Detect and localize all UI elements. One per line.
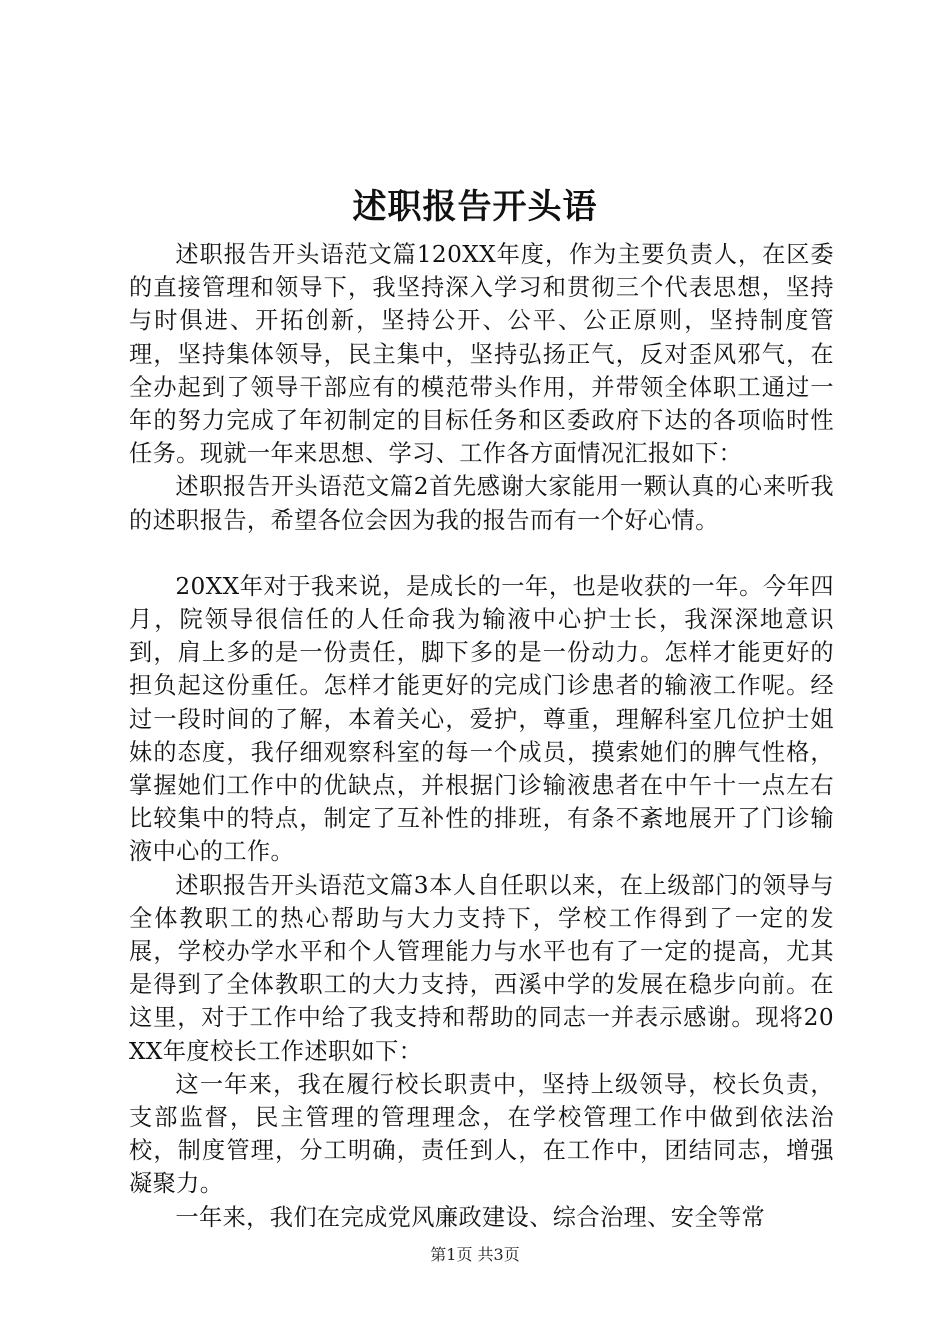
paragraph-4: 述职报告开头语范文篇3本人自任职以来，在上级部门的领导与全体教职工的热心帮助与大力支持下，学校工作得到了一定的发展，学校办学水平和个人管理能力与水平也有了一定的提高，尤其是得到了全体教职工的大力支持，西溪中学的发展在稳步向前。在这里，对于工作中给了我支持和帮助的同志一并表示感谢。现将20XX年度校长工作述职如下： [129, 871, 834, 1065]
document-title: 述职报告开头语 [352, 187, 598, 227]
page-number-footer: 第1页 共3页 [430, 1245, 520, 1264]
paragraph-5: 这一年来，我在履行校长职责中，坚持上级领导，校长负责，支部监督，民主管理的管理理念，在学校管理工作中做到依法治校，制度管理，分工明确，责任到人，在工作中，团结同志，增强凝聚力。 [129, 1070, 834, 1198]
paragraph-2: 述职报告开头语范文篇2首先感谢大家能用一颗认真的心来听我的述职报告，希望各位会因为我的报告而有一个好心情。 [129, 473, 834, 534]
paragraph-6: 一年来，我们在完成党风廉政建设、综合治理、安全等常 [175, 1203, 766, 1231]
document-body [129, 238, 834, 1234]
paragraph-1: 述职报告开头语范文篇120XX年度，作为主要负责人，在区委的直接管理和领导下，我坚持深入学习和贯彻三个代表思想，坚持与时俱进、开拓创新，坚持公开、公平、公正原则，坚持制度管理，坚持集体领导，民主集中，坚持弘扬正气，反对歪风邪气，在全办起到了领导干部应有的模范带头作用，并带领全体职工通过一年的努力完成了年初制定的目标任务和区委政府下达的各项临时性任务。现就一年来思想、学习、工作各方面情况汇报如下： [129, 241, 834, 468]
paragraph-3: 20XX年对于我来说，是成长的一年，也是收获的一年。今年四月，院领导很信任的人任命我为输液中心护士长，我深深地意识到，肩上多的是一份责任，脚下多的是一份动力。怎样才能更好的担负起这份重任。怎样才能更好的完成门诊患者的输液工作呢。经过一段时间的了解，本着关心，爱护，尊重，理解科室几位护士姐妹的态度，我仔细观察科室的每一个成员，摸索她们的脾气性格，掌握她们工作中的优缺点，并根据门诊输液患者在中午十一点左右比较集中的特点，制定了互补性的排班，有条不紊地展开了门诊输液中心的工作。 [129, 572, 834, 866]
